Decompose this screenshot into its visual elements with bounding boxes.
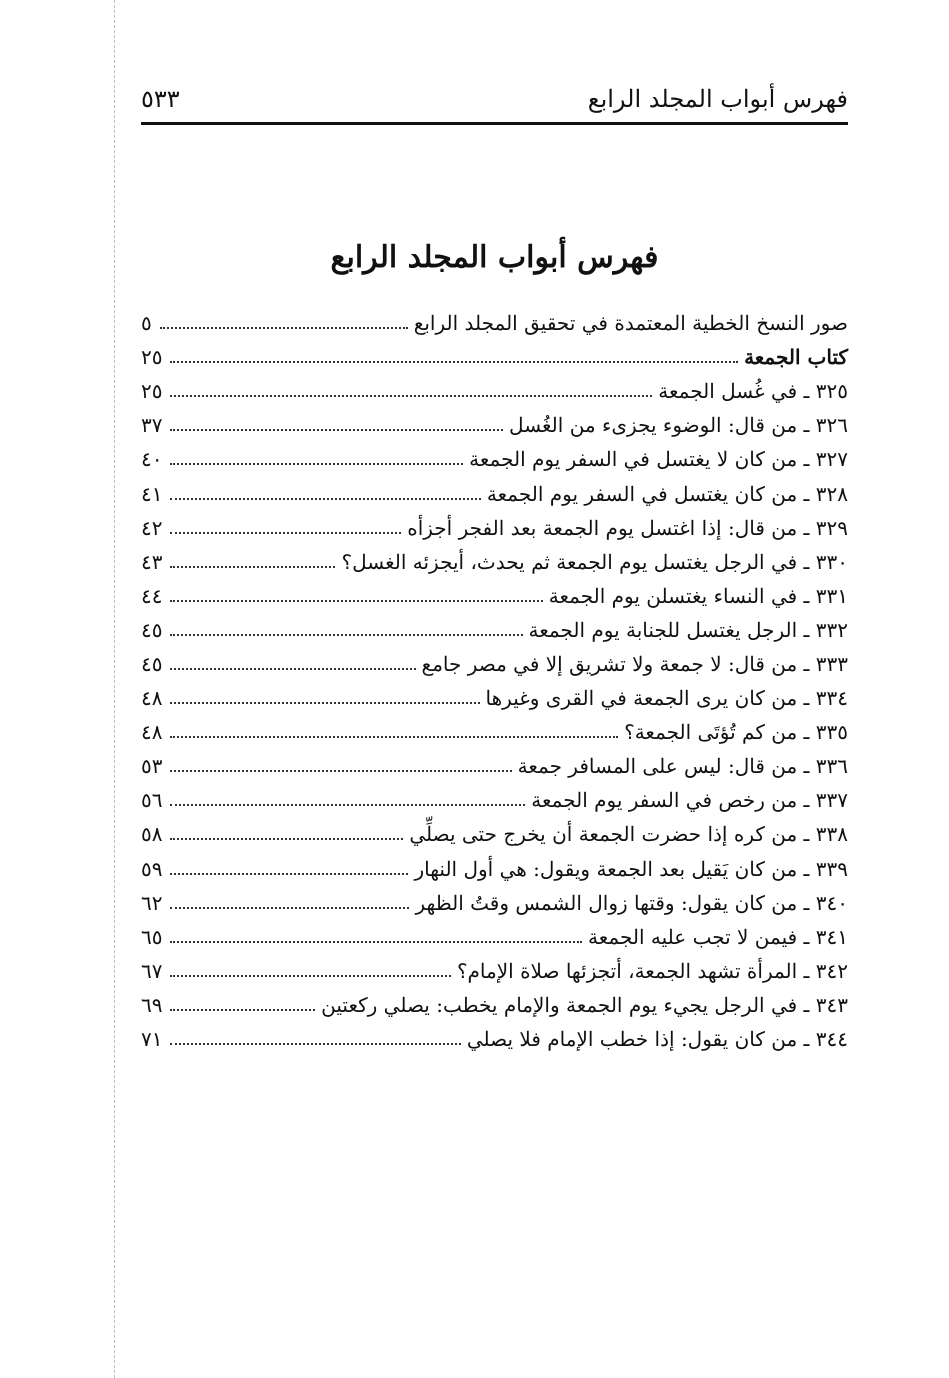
toc-entry [141, 442, 848, 476]
toc-entry-title: كتاب الجمعة [744, 345, 848, 370]
toc-entry-page: ٥٨ [141, 822, 163, 847]
toc-entry [141, 886, 848, 920]
dot-leader [170, 702, 479, 704]
page-header [141, 82, 848, 118]
toc-entry-title: ٣٤١ ـ فيمن لا تجب عليه الجمعة [588, 924, 848, 949]
toc-entry-page: ٦٩ [141, 992, 163, 1017]
toc-entry-title: ٣٤٢ ـ المرأة تشهد الجمعة، أتجزئها صلاة الإمام؟ [456, 958, 848, 983]
header-rule [141, 122, 848, 125]
toc-entry-page: ٤٨ [141, 720, 163, 745]
dot-leader [170, 838, 403, 840]
toc-entry [141, 647, 848, 681]
index-title: فهرس أبواب المجلد الرابع [330, 240, 659, 276]
toc-entry-title: ٣٤٠ ـ من كان يقول: وقتها زوال الشمس وقتُ الظهر [415, 890, 848, 915]
toc-entry [141, 408, 848, 442]
toc-entry-page: ٥٩ [141, 856, 163, 881]
toc-entry-page: ٢٥ [141, 379, 163, 404]
toc-entry-title: ٣٢٩ ـ من قال: إذا اغتسل يوم الجمعة بعد الفجر أجزأه [407, 515, 848, 540]
toc-entry [141, 749, 848, 783]
toc-entry-page: ٤٥ [141, 617, 163, 642]
running-title: فهرس أبواب المجلد الرابع [587, 85, 848, 113]
dot-leader [170, 600, 542, 602]
dot-leader [170, 1043, 460, 1045]
toc-entry-title: ٣٤٣ ـ في الرجل يجيء يوم الجمعة والإمام يخطب: يصلي ركعتين [321, 992, 848, 1017]
dot-leader [170, 634, 522, 636]
dot-leader [170, 941, 582, 943]
dot-leader [170, 395, 652, 397]
toc-entry-title: ٣٢٦ ـ من قال: الوضوء يجزىء من الغُسل [509, 413, 848, 438]
toc-entry-page: ٥٦ [141, 788, 163, 813]
dot-leader [170, 907, 409, 909]
toc-entry-title: ٣٣٥ ـ من كم تُؤتَى الجمعة؟ [624, 720, 848, 745]
toc-entry-title: ٣٣٢ ـ الرجل يغتسل للجنابة يوم الجمعة [528, 617, 848, 642]
toc-entry-page: ٤٣ [141, 549, 163, 574]
dot-leader [170, 804, 525, 806]
dot-leader [170, 429, 503, 431]
toc-entry [141, 783, 848, 817]
toc-entry-page: ٢٥ [141, 345, 163, 370]
toc-entry-title: ٣٤٤ ـ من كان يقول: إذا خطب الإمام فلا يصلي [466, 1027, 848, 1052]
toc-entry [141, 988, 848, 1022]
toc-entry [141, 340, 848, 374]
toc-entry-page: ٤٤ [141, 583, 163, 608]
dot-leader [170, 873, 408, 875]
toc-entry [141, 1022, 848, 1056]
toc-entry-title: ٣٣٦ ـ من قال: ليس على المسافر جمعة [517, 754, 848, 779]
dot-leader [170, 736, 618, 738]
toc-entry-title: ٣٣٤ ـ من كان يرى الجمعة في القرى وغيرها [485, 686, 848, 711]
toc-entry [141, 579, 848, 613]
toc-entry-page: ٤٠ [141, 447, 163, 472]
toc-entry-title: ٣٣٩ ـ من كان يَقيل بعد الجمعة ويقول: هي أول النهار [414, 856, 848, 881]
toc-entry-page: ٣٧ [141, 413, 163, 438]
toc-entry-page: ٧١ [141, 1027, 163, 1052]
dot-leader [170, 361, 738, 363]
toc-entry-page: ٤٨ [141, 686, 163, 711]
toc-entry-title: ٣٣٠ ـ في الرجل يغتسل يوم الجمعة ثم يحدث، أيجزئه الغسل؟ [341, 549, 848, 574]
toc-entry [141, 954, 848, 988]
dot-leader [170, 566, 335, 568]
table-of-contents [141, 306, 848, 1056]
toc-entry [141, 715, 848, 749]
dot-leader [170, 463, 463, 465]
toc-entry-page: ٤٥ [141, 651, 163, 676]
toc-entry [141, 476, 848, 510]
toc-entry-title: ٣٣٧ ـ من رخص في السفر يوم الجمعة [531, 788, 848, 813]
toc-entry-title: ٣٣٨ ـ من كره إذا حضرت الجمعة أن يخرج حتى يصلِّي [409, 822, 848, 847]
toc-entry-page: ٤٢ [141, 515, 163, 540]
dot-leader [170, 1009, 315, 1011]
dot-leader [170, 975, 450, 977]
toc-entry [141, 374, 848, 408]
toc-entry-title: صور النسخ الخطية المعتمدة في تحقيق المجلد الرابع [413, 311, 848, 336]
toc-entry-page: ٥ [141, 311, 152, 336]
dot-leader [160, 327, 408, 329]
dot-leader [170, 498, 480, 500]
toc-entry-page: ٥٣ [141, 754, 163, 779]
toc-entry [141, 920, 848, 954]
page-number: ٥٣٣ [141, 85, 180, 113]
dot-leader [170, 532, 401, 534]
toc-entry-page: ٤١ [141, 481, 163, 506]
toc-entry-title: ٣٣٣ ـ من قال: لا جمعة ولا تشريق إلا في مصر جامع [421, 651, 848, 676]
dot-leader [170, 770, 511, 772]
binding-margin-line [114, 0, 115, 1378]
toc-entry [141, 852, 848, 886]
toc-entry [141, 681, 848, 715]
toc-entry [141, 306, 848, 340]
toc-entry-title: ٣٢٨ ـ من كان يغتسل في السفر يوم الجمعة [486, 481, 848, 506]
toc-entry [141, 545, 848, 579]
toc-entry-title: ٣٢٥ ـ في غُسل الجمعة [658, 379, 848, 404]
toc-entry-page: ٦٢ [141, 890, 163, 915]
dot-leader [170, 668, 415, 670]
toc-entry-page: ٦٥ [141, 924, 163, 949]
toc-entry-page: ٦٧ [141, 958, 163, 983]
toc-entry [141, 511, 848, 545]
toc-entry-title: ٣٣١ ـ في النساء يغتسلن يوم الجمعة [548, 583, 848, 608]
toc-entry-title: ٣٢٧ ـ من كان لا يغتسل في السفر يوم الجمعة [469, 447, 848, 472]
toc-entry [141, 817, 848, 851]
toc-entry [141, 613, 848, 647]
